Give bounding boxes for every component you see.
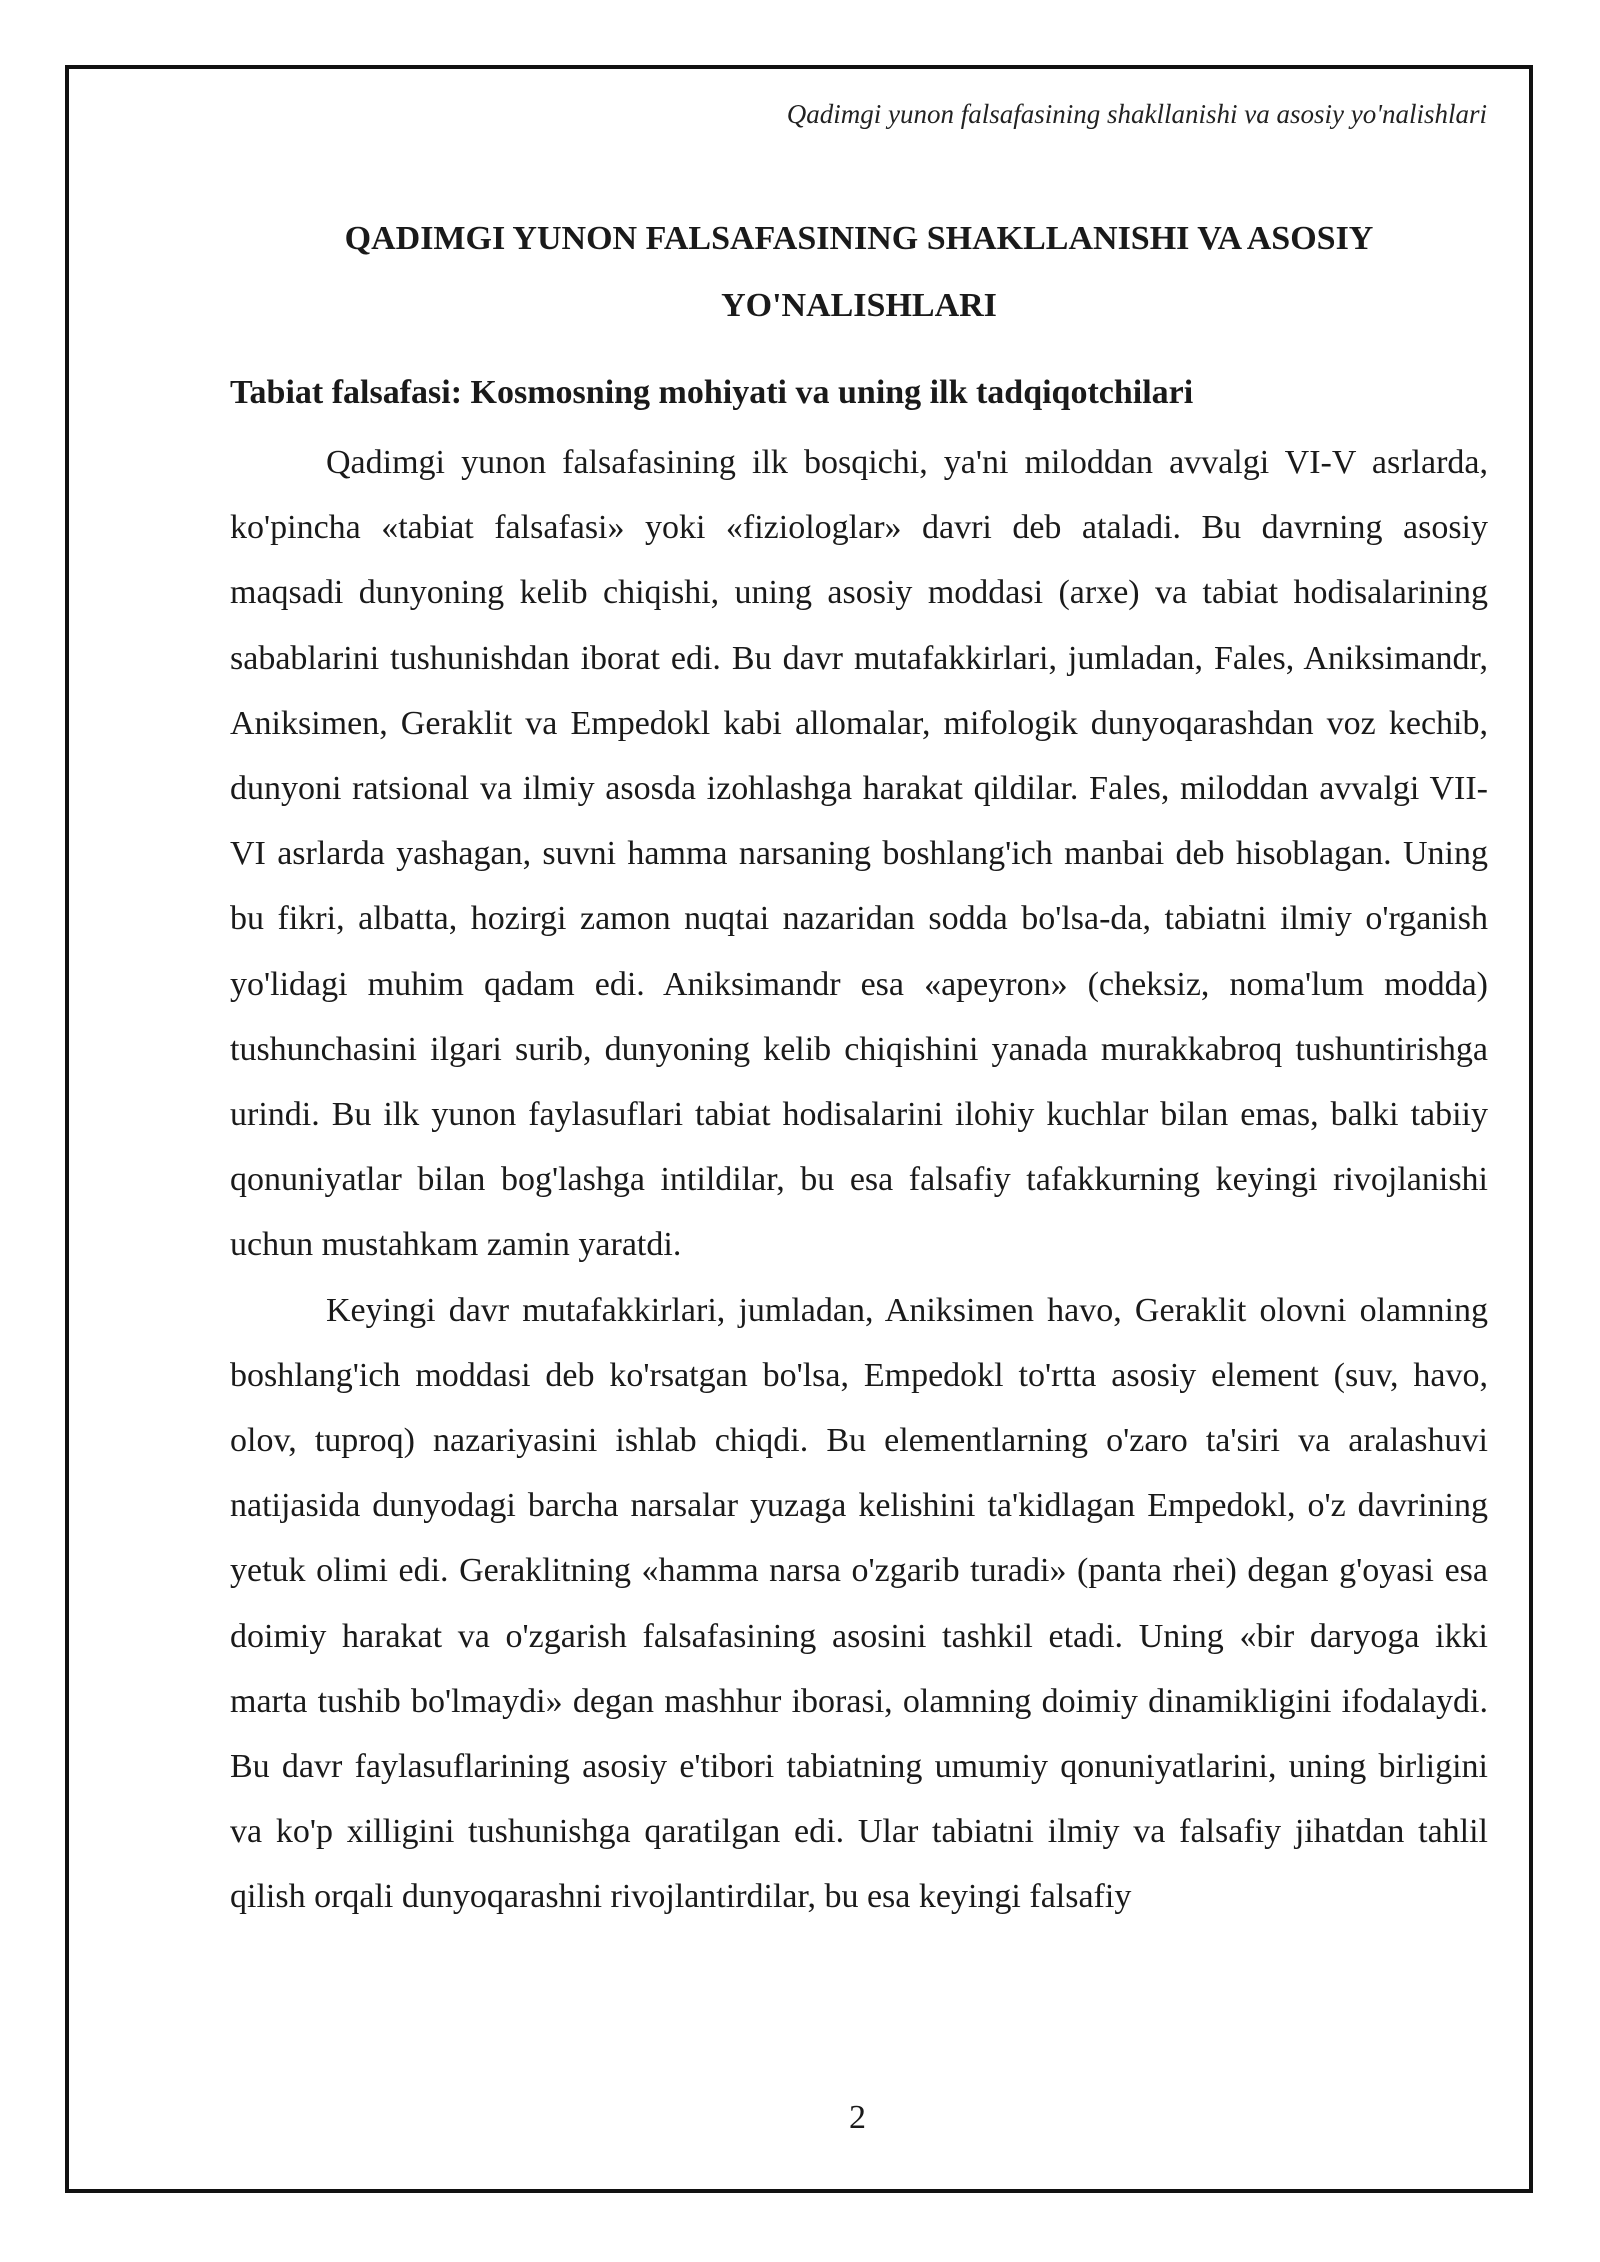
document-body: [230, 205, 1488, 1930]
document-title: QADIMGI YUNON FALSAFASINING SHAKLLANISHI VA ASOSIY YO'NALISHLARI: [344, 220, 1374, 324]
running-header: Qadimgi yunon falsafasining shakllanishi va asosiy yo'nalishlari: [786, 99, 1487, 129]
paragraph-2: Keyingi davr mutafakkirlari, jumladan, Aniksimen havo, Geraklit olovni olamning boshlang'ich moddasi deb ko'rsatgan bo'lsa, Empedokl to'rtta asosiy element (suv, havo, olov, tuproq) nazariyasini ishlab chiqdi. Bu elementlarning o'zaro ta'siri va aralashuvi natijasida dunyodagi barcha narsalar yuzaga kelishini ta'kidlagan Empedokl, o'z davrining yetuk olimi edi. Geraklitning «hamma narsa o'zgarib turadi» (panta rhei) degan g'oyasi esa doimiy harakat va o'zgarish falsafasining asosini tashkil etadi. Uning «bir daryoga ikki marta tushib bo'lmaydi» degan mashhur iborasi, olamning doimiy dinamikligini ifodalaydi. Bu davr faylasuflarining asosiy e'tibori tabiatning umumiy qonuniyatlarini, uning birligini va ko'p xilligini tushunishga qaratilgan edi. Ular tabiatni ilmiy va falsafiy jihatdan tahlil qilish orqali dunyoqarashni rivojlantirdilar, bu esa keyingi falsafiy: [230, 1291, 1488, 1916]
page-number: 2: [849, 2099, 866, 2136]
paragraph-1: Qadimgi yunon falsafasining ilk bosqichi, ya'ni miloddan avvalgi VI-V asrlarda, ko'pincha «tabiat falsafasi» yoki «fiziologlar» davri deb ataladi. Bu davrning asosiy maqsadi dunyoning kelib chiqishi, uning asosiy moddasi (arxe) va tabiat hodisalarining sabablarini tushunishdan iborat edi. Bu davr mutafakkirlari, jumladan, Fales, Aniksimandr, Aniksimen, Geraklit va Empedokl kabi allomalar, mifologik dunyoqarashdan voz kechib, dunyoni ratsional va ilmiy asosda izohlashga harakat qildilar. Fales, miloddan avvalgi VII-VI asrlarda yashagan, suvni hamma narsaning boshlang'ich manbai deb hisoblagan. Uning bu fikri, albatta, hozirgi zamon nuqtai nazaridan sodda bo'lsa-da, tabiatni ilmiy o'rganish yo'lidagi muhim qadam edi. Aniksimandr esa «apeyron» (cheksiz, noma'lum modda) tushunchasini ilgari surib, dunyoning kelib chiqishini yanada murakkabroq tushuntirishga urindi. Bu ilk yunon faylasuflari tabiat hodisalarini ilohiy kuchlar bilan emas, balki tabiiy qonuniyatlar bilan bog'lashga intildilar, bu esa falsafiy tafakkurning keyingi rivojlanishi uchun mustahkam zamin yaratdi.: [230, 444, 1488, 1264]
section-heading: Tabiat falsafasi: Kosmosning mohiyati va uning ilk tadqiqotchilari: [230, 374, 1194, 411]
